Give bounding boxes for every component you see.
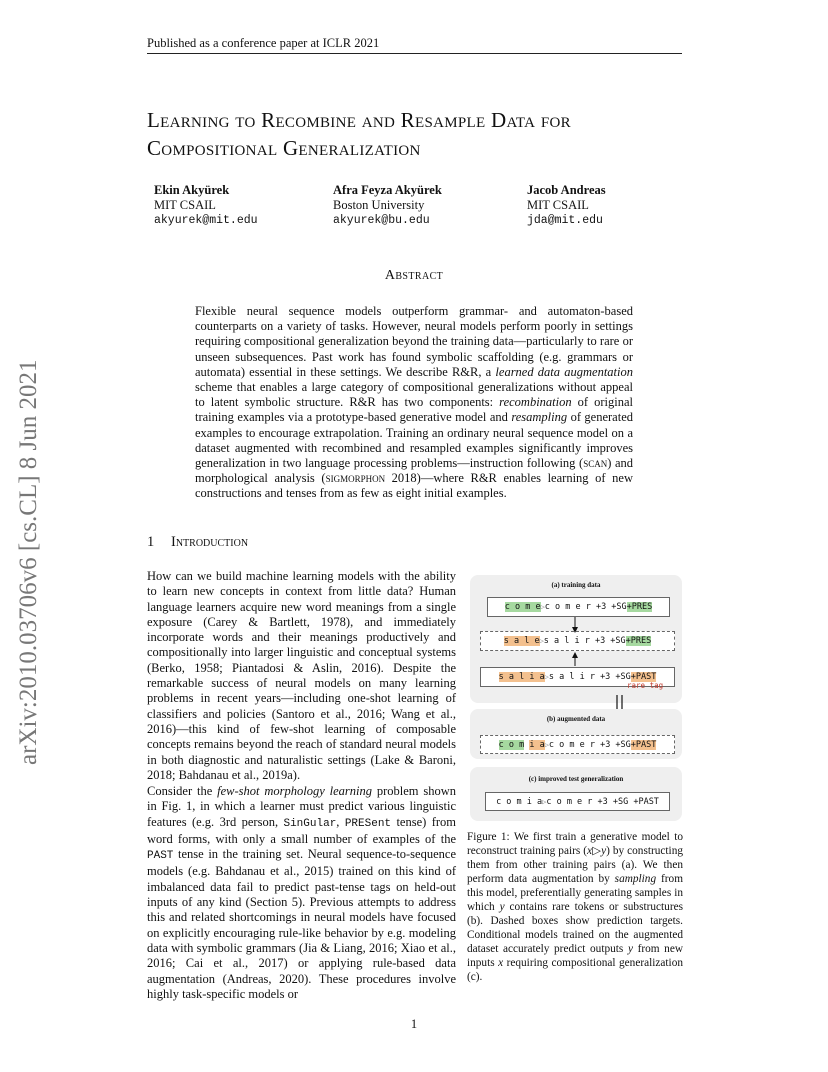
- author-affiliation: MIT CSAIL: [154, 198, 216, 212]
- author-affiliation: MIT CSAIL: [527, 198, 589, 212]
- section-heading: [147, 534, 248, 551]
- author-email[interactable]: jda@mit.edu: [527, 214, 603, 227]
- training-pair-salia: s a l i a ▷ s a l i r +3 +SG +PAST: [480, 667, 675, 687]
- panel-test-generalization: [470, 767, 682, 821]
- intro-paragraph-2: Consider the few-shot morphology learning problem shown in Fig. 1, in which a learner must predict various linguistic features (e.g. 3rd person, SinGular, PRESent tense) from word forms, with only a small number of examples of the PAST tense in the training set. Neural sequence-to-sequence models (e.g. Bahdanau et al., 2015) trained on this kind of imbalanced data fail to predict past-tense tags on held-out inputs of any kind (Section 5). Previous attempts to address this and related shortcomings in neural models have focused on explicitly encouraging rule-like behavior by e.g. modeling data with symbolic grammars (Jia & Liang, 2016; Xiao et al., 2016; Cai et al., 2017) or applying rule-based data augmentation (Andreas, 2020). These procedures involve highly task-specific models or: [147, 784, 456, 1001]
- panel-augmented-data: [470, 709, 682, 759]
- running-header: Published as a conference paper at ICLR 2021: [147, 36, 380, 50]
- arxiv-sidebar-stamp[interactable]: arXiv:2010.03706v6 [cs.CL] 8 Jun 2021: [15, 359, 42, 765]
- title-line-1: Learning to Recombine and Resample Data for: [147, 108, 571, 132]
- header-rule: [147, 53, 682, 54]
- training-pair-sale: s a l e ▷ s a l i r +3 +SG +PRES: [480, 631, 675, 651]
- training-pair-come: c o m e ▷ c o m e r +3 +SG +PRES: [487, 597, 670, 617]
- panel-b-title: (b) augmented data: [546, 715, 606, 723]
- author-2: [333, 183, 442, 228]
- author-email[interactable]: akyurek@mit.edu: [154, 214, 258, 227]
- figure-1-caption: Figure 1: We first train a generative model to reconstruct training pairs (x▷y) by constructing them from other training pairs (a). We then perform data augmentation by sampling from this model, preferentially generating samples in which y contains rare tokens or substructures (b). Dashed boxes show prediction targets. Conditional models trained on the augmented dataset accurately predict outputs y from new inputs x requiring compositional generalization (c).: [467, 831, 684, 983]
- paper-title: [147, 106, 707, 162]
- augmented-pair-comia: c o m i a ▷ c o m e r +3 +SG +PAST: [480, 735, 675, 754]
- section-title: Introduction: [171, 534, 249, 550]
- author-affiliation: Boston University: [333, 198, 425, 212]
- author-name: Jacob Andreas: [527, 183, 606, 197]
- page-number: 1: [410, 1017, 418, 1031]
- figure-1: [470, 573, 682, 823]
- author-name: Afra Feyza Akyürek: [333, 183, 442, 197]
- author-email[interactable]: akyurek@bu.edu: [333, 214, 430, 227]
- abstract-body: Flexible neural sequence models outperform grammar- and automaton-based counterparts on a variety of tasks. However, neural models perform poorly in settings requiring compositional generalization beyond the training data—particularly to rare or unseen subsequences. Past work has found symbolic scaffolding (e.g. grammars or automata) essential in these settings. We describe R&R, a learned data augmentation scheme that enables a large category of compositional generalizations without appeal to latent symbolic structure. R&R has two components: recombination of original training examples via a prototype-based generative model and resampling of generated examples to encourage extrapolation. Training an ordinary neural sequence model on a dataset augmented with recombined and resampled examples significantly improves generalization in two language processing problems—instruction following (scan) and morphological analysis (sigmorphon 2018)—where R&R enables learning of new constructions and tenses from as few as eight initial examples.: [195, 304, 633, 501]
- title-line-2: Compositional Generalization: [147, 136, 421, 160]
- abstract-heading: Abstract: [384, 268, 444, 283]
- author-name: Ekin Akyürek: [154, 183, 230, 197]
- rare-tag-label: rare tag: [627, 681, 664, 690]
- panel-a-title: (a) training data: [551, 581, 601, 589]
- intro-paragraph-1: How can we build machine learning models with the ability to learn new concepts in context from little data? Human language learners acquire new word meanings from a single exposure (Carey & Bartlett, 1978), and immediately incorporate words and their meanings productively and compositionally into larger linguistic and conceptual systems (Berko, 1958; Piantadosi & Aslin, 2016). Despite the remarkable success of neural models on many learning problems in recent years—including one-shot learning of classifiers and policies (Santoro et al., 2016; Wang et al., 2016)—this kind of few-shot learning of composable concepts remains beyond the reach of standard neural models in both diagnostic and naturalistic settings (Lake & Baroni, 2018; Bahdanau et al., 2019a).: [147, 569, 456, 782]
- panel-c-title: (c) improved test generalization: [528, 775, 624, 783]
- test-pair-comia: c o m i a ▷ c o m e r +3 +SG +PAST: [485, 792, 670, 811]
- author-1: [154, 183, 258, 228]
- author-3: [527, 183, 606, 228]
- section-number: 1: [147, 534, 155, 550]
